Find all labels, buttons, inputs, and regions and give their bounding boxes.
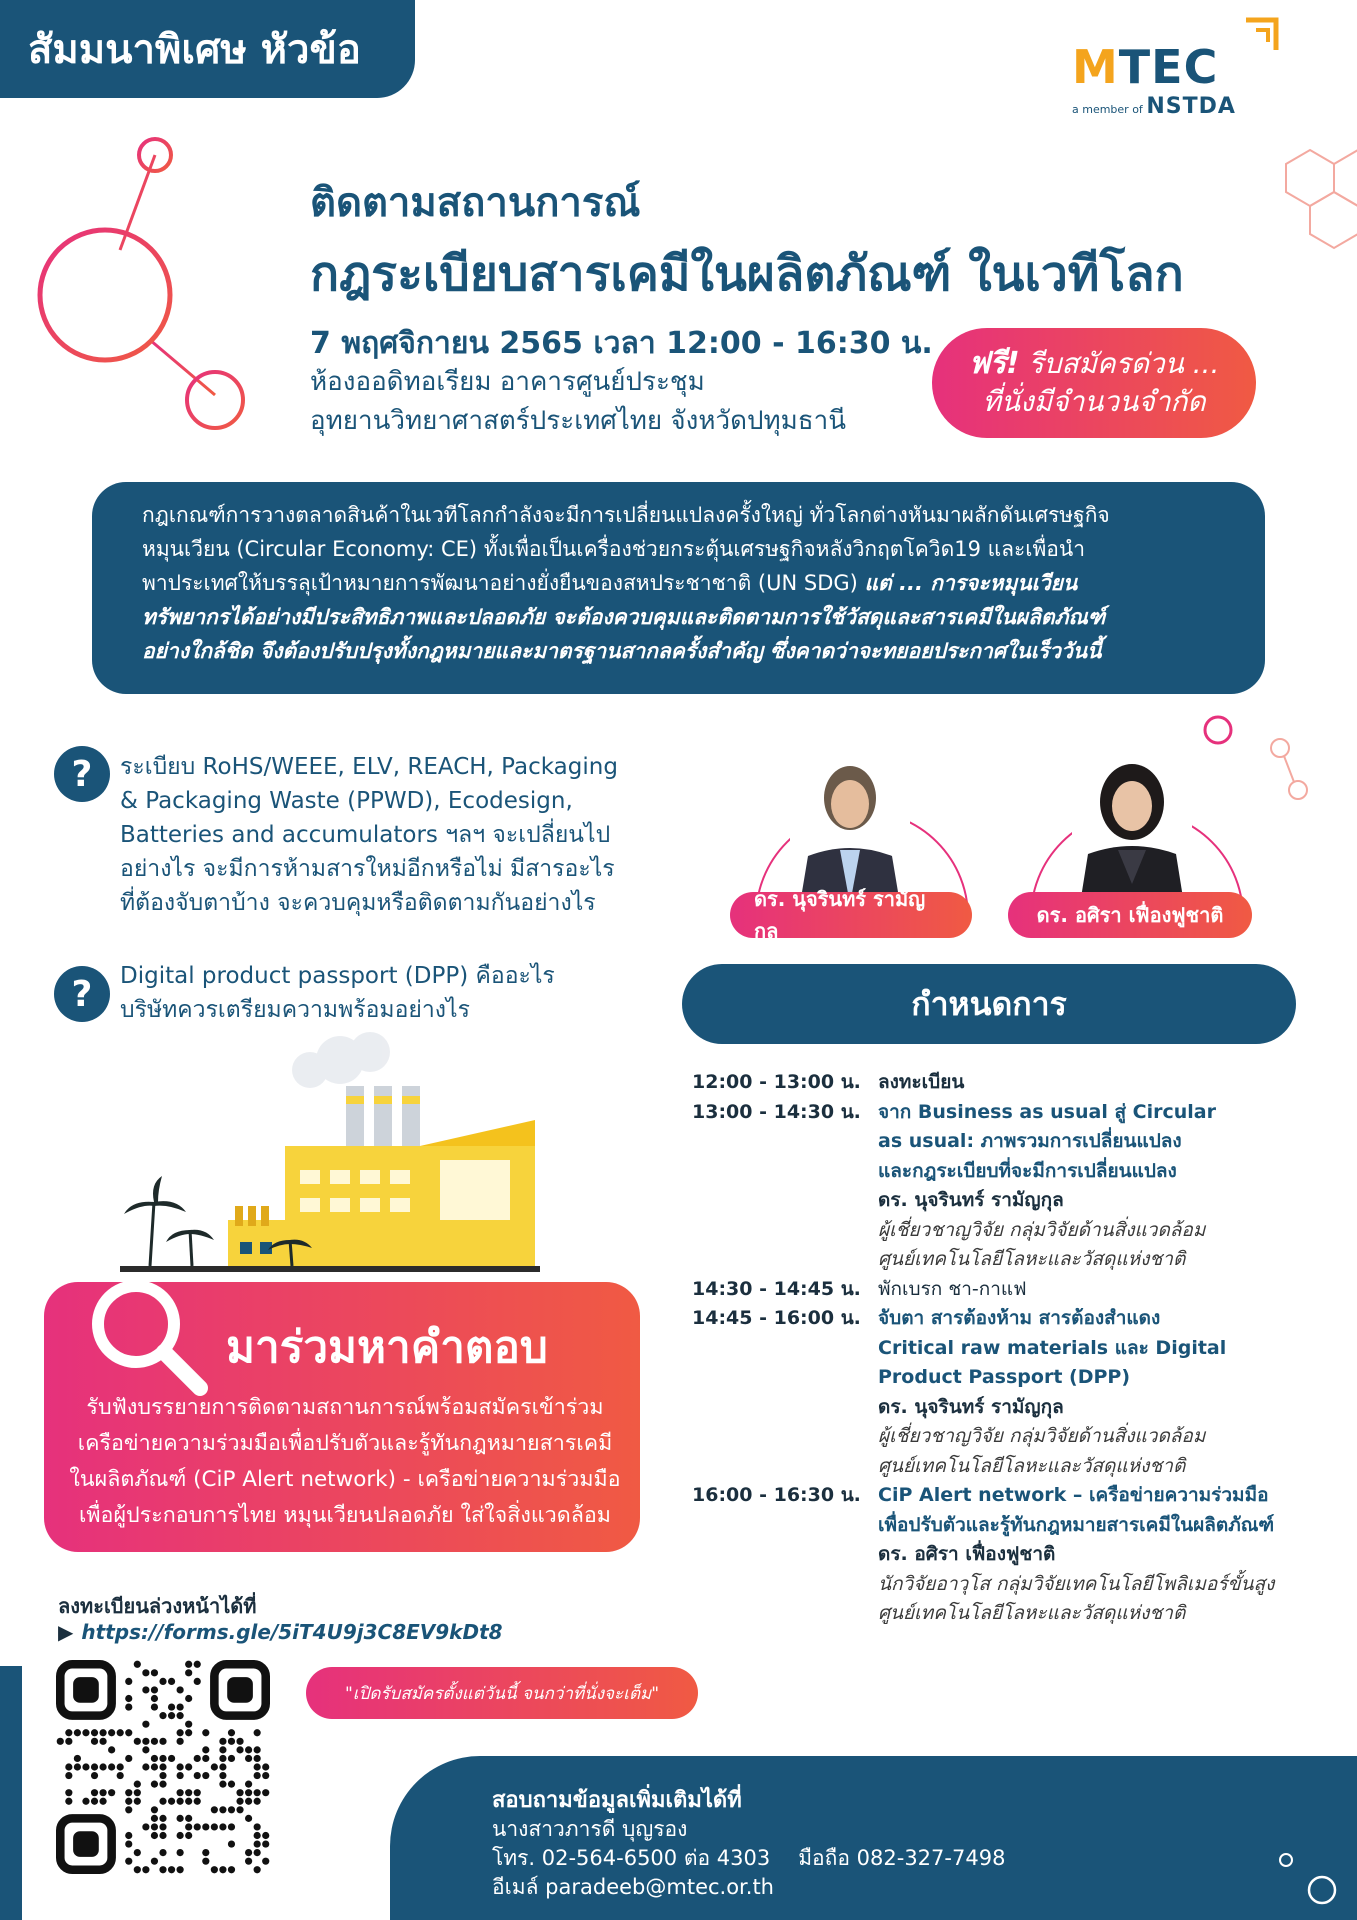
free-line1: รีบสมัครด่วน ... (1019, 347, 1220, 380)
seminar-banner-label: สัมมนาพิเศษ หัวข้อ (28, 27, 361, 73)
answer-line: ในผลิตภัณฑ์ (CiP Alert network) - เครือข่ายความร่วมมือ (69, 1467, 621, 1492)
question-line: Batteries and accumulators ฯลฯ จะเปลี่ยนไป (120, 822, 611, 848)
molecule-decoration (30, 130, 260, 450)
registration-label: ลงทะเบียนล่วงหน้าได้ที่ (58, 1594, 257, 1618)
agenda-title: เพื่อปรับตัวและรู้ทันกฎหมายสารเคมีในผลิตภัณฑ์ (878, 1513, 1275, 1536)
speaker-photo-2 (1072, 754, 1192, 904)
agenda-item (692, 1275, 1312, 1305)
free-line2: ที่นั่งมีจำนวนจำกัด (982, 385, 1206, 418)
logo-m: M (1072, 40, 1119, 94)
agenda-affiliation: ศูนย์เทคโนโลยีโลหะและวัสดุแห่งชาติ (878, 1454, 1186, 1477)
question-block-1 (54, 746, 110, 802)
intro-line (142, 566, 1215, 600)
agenda-plain: ลงทะเบียน (878, 1071, 965, 1093)
intro-line: หมุนเวียน (Circular Economy: CE) ทั้งเพื่อเป็นเครื่องช่วยกระตุ้นเศรษฐกิจหลังวิกฤตโควิด19 และเพื่อนำ (142, 537, 1086, 561)
contact-name: นางสาวภารดี บุญรอง (492, 1817, 688, 1841)
intro-box (92, 482, 1265, 694)
contact-footer (390, 1756, 1357, 1920)
agenda-item (692, 1304, 1312, 1481)
agenda-speaker: ดร. นุจรินทร์ รามัญกุล (878, 1395, 1064, 1418)
agenda-title: as usual: ภาพรวมการเปลี่ยนแปลง (878, 1130, 1182, 1152)
intro-emphasis: แต่ ... การจะหมุนเวียน (864, 571, 1078, 595)
registration-link-row (58, 1620, 503, 1644)
agenda-item (692, 1068, 1312, 1098)
contact-email: อีเมล์ paradeeb@mtec.or.th (492, 1875, 774, 1899)
contact-phone: โทร. 02-564-6500 ต่อ 4303 (492, 1846, 771, 1870)
free-badge (932, 328, 1256, 438)
question-line: Digital product passport (DPP) คืออะไร (120, 963, 555, 989)
free-label: ฟรี! (968, 346, 1020, 381)
agenda-title: จับตา สารต้องห้าม สารต้องสำแดง (878, 1307, 1161, 1329)
answer-line: เพื่อผู้ประกอบการไทย หมุนเวียนปลอดภัย ใส่ใจสิ่งแวดล้อม (79, 1503, 611, 1528)
event-info (310, 324, 933, 441)
agenda-title: Product Passport (DPP) (878, 1366, 1131, 1388)
contact-mobile: มือถือ 082-327-7498 (798, 1846, 1006, 1870)
contact-heading: สอบถามข้อมูลเพิ่มเติมได้ที่ (492, 1788, 742, 1813)
answer-title: มาร่วมหาคำตอบ (226, 1322, 548, 1373)
agenda-time: 14:45 - 16:00 น. (692, 1307, 861, 1329)
logo-tec: TEC (1118, 40, 1219, 94)
event-venue-line2: อุทยานวิทยาศาสตร์ประเทศไทย จังหวัดปทุมธานี (310, 406, 847, 436)
agenda-speaker: ดร. อศิรา เฟื่องฟูชาติ (878, 1543, 1056, 1565)
intro-line: กฎเกณฑ์การวางตลาดสินค้าในเวทีโลกกำลังจะมีการเปลี่ยนแปลงครั้งใหญ่ ทั่วโลกต่างหันมาผลักดันเศรษฐกิจ (142, 503, 1110, 527)
magnifier-icon (82, 1270, 212, 1400)
event-venue-line1: ห้องออดิทอเรียม อาคารศูนย์ประชุม (310, 367, 705, 397)
agenda-plain: พักเบรก ชา-กาแฟ (878, 1277, 1027, 1300)
circle-decoration (1270, 1846, 1350, 1916)
agenda-title: Critical raw materials และ Digital (878, 1336, 1227, 1359)
agenda-affiliation: ผู้เชี่ยวชาญวิจัย กลุ่มวิจัยด้านสิ่งแวดล้อม (878, 1425, 1206, 1447)
answer-text (60, 1390, 630, 1534)
question-icon: ? (54, 966, 110, 1022)
registration-link[interactable]: https://forms.gle/5iT4U9j3C8EV9kDt8 (81, 1620, 503, 1644)
question-line: ที่ต้องจับตาบ้าง จะควบคุมหรือติดตามกันอย่างไร (120, 890, 596, 916)
question-icon: ? (54, 746, 110, 802)
answer-line: เครือข่ายความร่วมมือเพื่อปรับตัวและรู้ทันกฎหมายสารเคมี (77, 1431, 613, 1456)
play-arrow-icon: ▶ (58, 1620, 74, 1644)
question-line: ระเบียบ RoHS/WEEE, ELV, REACH, Packaging (120, 754, 618, 780)
contact-info (492, 1786, 1005, 1902)
agenda-title: และกฎระเบียบที่จะมีการเปลี่ยนแปลง (878, 1159, 1177, 1182)
question-line: & Packaging Waste (PPWD), Ecodesign, (120, 788, 573, 814)
speaker-name-2: ดร. อศิรา เฟื่องฟูชาติ (1008, 892, 1252, 938)
intro-text: พาประเทศให้บรรลุเป้าหมายการพัฒนาอย่างยั่งยืนของสหประชาชาติ (UN SDG) (142, 571, 865, 595)
answer-box (44, 1282, 640, 1552)
open-registration-note: "เปิดรับสมัครตั้งแต่วันนี้ จนกว่าที่นั่งจะเต็ม" (306, 1667, 698, 1719)
seminar-banner (0, 0, 415, 98)
question-text-1 (120, 750, 618, 920)
intro-line: ทรัพยากรได้อย่างมีประสิทธิภาพและปลอดภัย จะต้องควบคุมและติดตามการใช้วัสดุและสารเคมีในผลิตภัณฑ์ (142, 605, 1106, 629)
agenda-time: 14:30 - 14:45 น. (692, 1277, 861, 1300)
answer-line: รับฟังบรรยายการติดตามสถานการณ์พร้อมสมัครเข้าร่วม (86, 1395, 604, 1420)
agenda-affiliation: นักวิจัยอาวุโส กลุ่มวิจัยเทคโนโลยีโพลิเมอร์ขั้นสูง (878, 1572, 1275, 1595)
event-date: 7 พฤศจิกายน 2565 เวลา 12:00 - 16:30 น. (310, 326, 933, 361)
logo-member-of: a member of (1072, 103, 1143, 116)
contact-phone-row (492, 1844, 1005, 1873)
title-small: ติดตามสถานการณ์ (310, 180, 641, 226)
agenda-affiliation: ศูนย์เทคโนโลยีโลหะและวัสดุแห่งชาติ (878, 1602, 1186, 1624)
question-line: บริษัทควรเตรียมความพร้อมอย่างไร (120, 997, 470, 1023)
question-block-2 (54, 966, 110, 1022)
left-stripe (0, 1666, 22, 1920)
agenda-time: 16:00 - 16:30 น. (692, 1484, 861, 1506)
circle-decoration (1190, 710, 1310, 820)
question-text-2 (120, 959, 555, 1027)
agenda-time: 12:00 - 13:00 น. (692, 1071, 861, 1093)
agenda-title: CiP Alert network – เครือข่ายความร่วมมือ (878, 1484, 1269, 1506)
agenda-affiliation: ผู้เชี่ยวชาญวิจัย กลุ่มวิจัยด้านสิ่งแวดล้อม (878, 1218, 1206, 1241)
speaker-photo-1 (790, 754, 910, 904)
question-line: อย่างไร จะมีการห้ามสารใหม่อีกหรือไม่ มีสารอะไร (120, 856, 615, 882)
agenda-time: 13:00 - 14:30 น. (692, 1100, 861, 1123)
agenda-item (692, 1481, 1312, 1629)
agenda-title: จาก Business as usual สู่ Circular (878, 1100, 1216, 1123)
page-title: กฎระเบียบสารเคมีในผลิตภัณฑ์ ในเวทีโลก (310, 246, 1184, 302)
agenda-affiliation: ศูนย์เทคโนโลยีโลหะและวัสดุแห่งชาติ (878, 1248, 1186, 1270)
agenda-speaker: ดร. นุจรินทร์ รามัญกุล (878, 1189, 1064, 1211)
logo-chevron-icon (1240, 16, 1290, 60)
agenda-header: กำหนดการ (682, 964, 1296, 1044)
agenda-item (692, 1098, 1312, 1275)
factory-illustration (120, 1030, 540, 1290)
speaker-name-1: ดร. นุจรินทร์ รามัญกุล (730, 892, 972, 938)
agenda-list (692, 1068, 1312, 1629)
logo-subline (1072, 94, 1302, 119)
intro-line: อย่างใกล้ชิด จึงต้องปรับปรุงทั้งกฎหมายและมาตรฐานสากลครั้งสำคัญ ซึ่งคาดว่าจะทยอยประกาศในเร็ววันนี้ (142, 639, 1102, 663)
logo-nstda: NSTDA (1146, 94, 1236, 119)
hexagon-decoration (1270, 140, 1357, 250)
mtec-logo (1072, 22, 1302, 119)
qr-code[interactable] (56, 1660, 270, 1874)
